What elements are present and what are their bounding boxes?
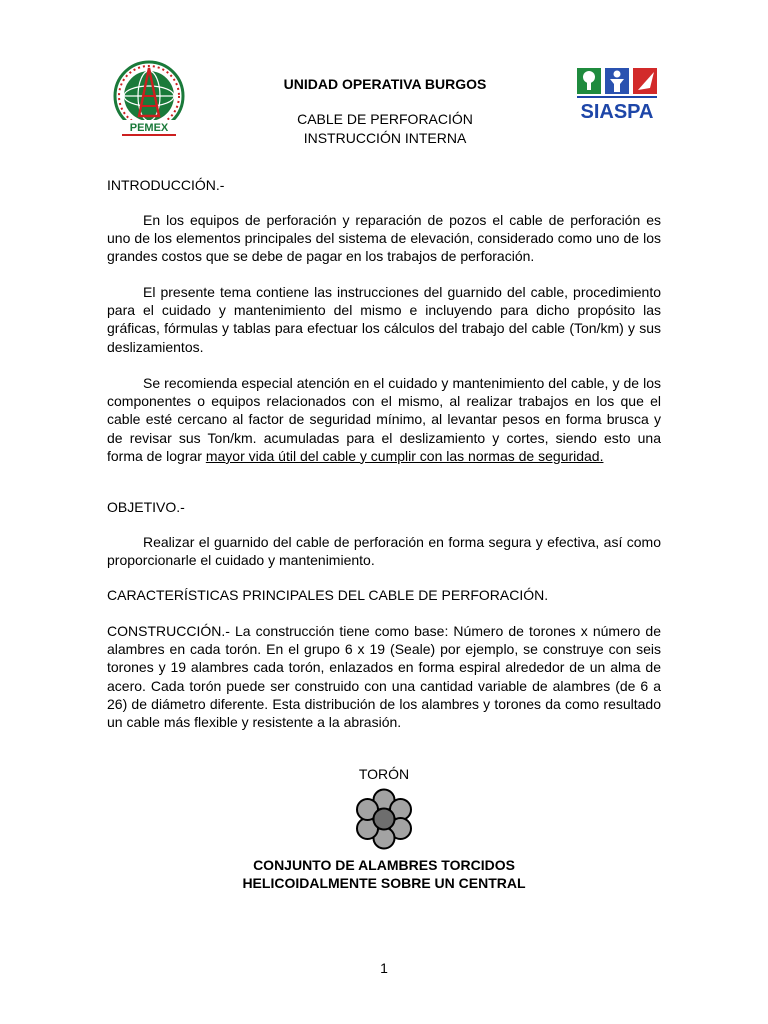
intro-paragraph-3-underlined: mayor vida útil del cable y cumplir con las normas de seguridad. [205,447,604,464]
strand-wire-center [374,809,395,830]
siaspa-brand-text: SIASPA [580,101,654,123]
figure-label: TORÓN [358,766,410,782]
pemex-brand-text: PEMEX [129,122,169,134]
intro-paragraph-1: En los equipos de perforación y reparación de pozos el cable de perforación es uno de los elementos principales del sistema de elevación, considerado como uno de los grandes costos que se debe de pagar en los trabajos de perforación. [107,212,661,265]
document-title: UNIDAD OPERATIVA BURGOS [283,76,487,92]
intro-paragraph-2: El presente tema contiene las instrucciones del guarnido del cable, procedimiento para el cuidado y mantenimiento del mismo e incluyendo para dicho propósito las gráficas, fórmulas y tablas para efectuar los cálculos del trabajo del cable (Ton/km) y sus deslizamientos. [107,284,661,355]
objective-paragraph: Realizar el guarnido del cable de perforación en forma segura y efectiva, así como proporcionarle el cuidado y mantenimiento. [107,534,661,569]
siaspa-logo [574,66,664,126]
intro-paragraph-3-text: Se recomienda especial atención en el cuidado y mantenimiento del cable, y de los componentes o equipos relacionados con el mismo, al realizar trabajos en los que el cable esté cercano al factor de seguridad mínimo, al levantar pesos en forma brusca y de revisar sus Ton/km. acumuladas para el deslizamiento y cortes, siendo esto una forma de lograr [107,375,661,464]
objective-heading: OBJETIVO.- [107,499,185,515]
document-subtitle-2: INSTRUCCIÓN INTERNA [303,130,467,146]
figure-caption-1: CONJUNTO DE ALAMBRES TORCIDOS [253,857,515,873]
intro-heading: INTRODUCCIÓN.- [107,177,225,193]
intro-paragraph-3 [107,374,661,465]
construction-paragraph: CONSTRUCCIÓN.- La construcción tiene como base: Número de torones x número de alambres en cada torón. En el grupo 6 x 19 (Seale) por ejemplo, se construye con seis torones y 19 alambres cada torón, enlazados en forma espiral alrededor de un alma de acero. Cada torón puede ser construido con una cantidad variable de alambres (de 6 a 26) de diámetro diferente. Esta distribución de los alambres y torones da como resultado un cable más flexible y resistente a la abrasión. [107,623,661,731]
document-subtitle-1: CABLE DE PERFORACIÓN [297,111,473,127]
pemex-logo [106,60,192,140]
page-number: 1 [380,960,388,976]
characteristics-heading: CARACTERÍSTICAS PRINCIPALES DEL CABLE DE PERFORACIÓN. [107,587,549,603]
figure-caption-2: HELICOIDALMENTE SOBRE UN CENTRAL [242,875,526,891]
strand-diagram [352,787,416,851]
